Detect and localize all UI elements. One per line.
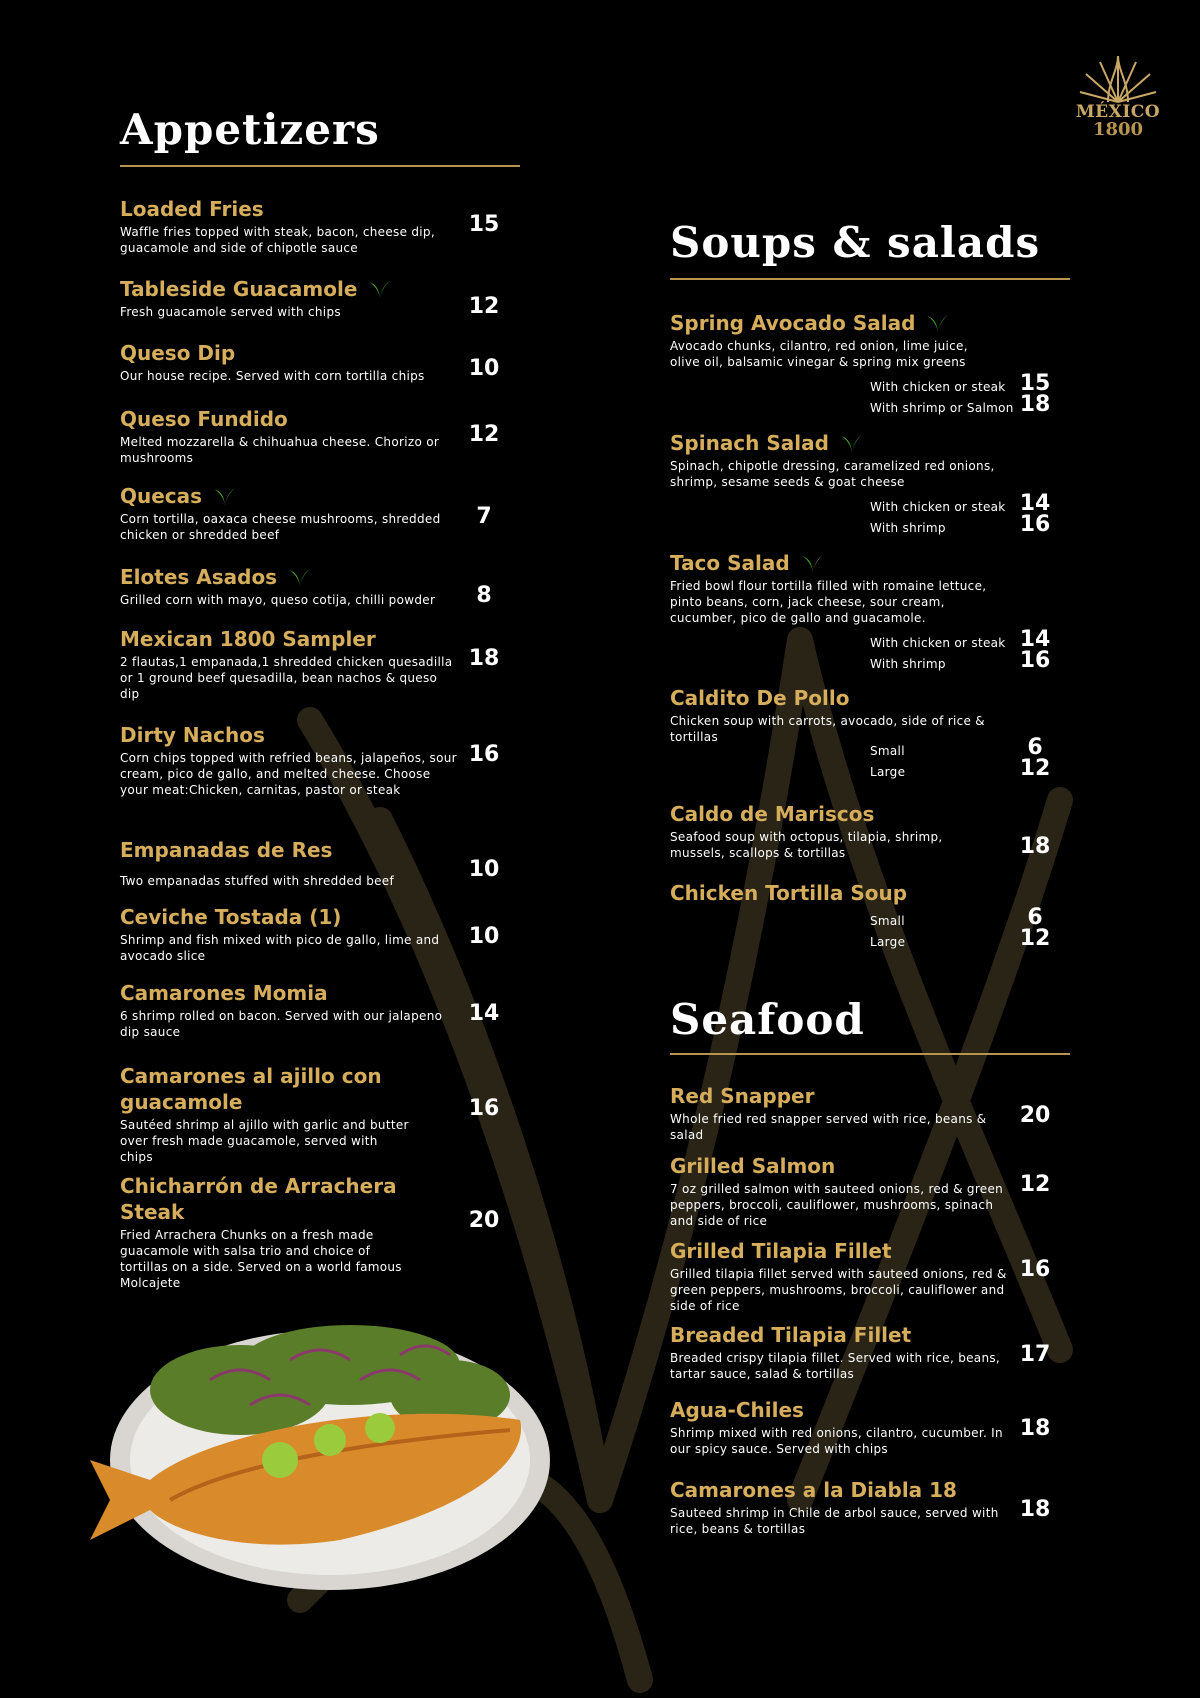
menu-item-name-text: Chicken Tortilla Soup: [670, 881, 908, 905]
menu-item: [120, 626, 460, 702]
menu-option-label: With chicken or steak: [870, 636, 1006, 650]
menu-item-description: Corn tortilla, oaxaca cheese mushrooms, shredded chicken or shredded beef: [120, 512, 441, 542]
menu-item-price: 16: [468, 742, 500, 767]
menu-item-description: Two empanadas stuffed with shredded beef: [120, 874, 395, 888]
menu-item-description: Grilled tilapia fillet served with sauteed onions, red & green peppers, mushrooms, broccoli, cauliflower and side of rice: [670, 1267, 1007, 1313]
menu-item-name-text: Camarones Momia: [120, 981, 328, 1005]
menu-item-name-text: Spring Avocado Salad: [670, 311, 916, 335]
menu-option-price: 16: [1019, 512, 1051, 537]
menu-item-price: 12: [468, 294, 500, 319]
menu-item-name-text: Empanadas de Res: [120, 838, 333, 862]
menu-option-price: 14: [1019, 627, 1051, 652]
menu-item-name: [120, 196, 460, 222]
menu-option-label: With shrimp: [870, 521, 946, 535]
menu-item-name: [120, 564, 460, 590]
menu-item: [120, 980, 460, 1040]
menu-item-description: Melted mozzarella & chihuahua cheese. Chorizo or mushrooms: [120, 435, 440, 465]
menu-item: [670, 430, 1000, 490]
menu-item-name: [120, 1063, 410, 1115]
menu-item-price: 18: [1019, 1416, 1051, 1441]
menu-option-price: 12: [1019, 926, 1051, 951]
menu-item-name-text: Agua-Chiles: [670, 1398, 804, 1422]
menu-item-description: Waffle fries topped with steak, bacon, cheese dip, guacamole and side of chipotle sauce: [120, 225, 435, 255]
menu-item: [670, 1153, 1010, 1229]
menu-item-name-text: Camarones a la Diabla 18: [670, 1478, 957, 1502]
menu-item-price: 10: [468, 356, 500, 381]
menu-item-price: 20: [468, 1208, 500, 1233]
menu-item-description: Shrimp mixed with red onions, cilantro, cucumber. In our spicy sauce. Served with chips: [670, 1426, 1003, 1456]
menu-item-price: 12: [468, 422, 500, 447]
menu-item: [670, 1322, 1010, 1382]
menu-item: [670, 310, 1000, 370]
menu-item: [120, 406, 460, 466]
menu-option-label: With shrimp: [870, 657, 946, 671]
menu-item-name: [120, 483, 460, 509]
menu-item-description: Fried Arrachera Chunks on a fresh made guacamole with salsa trio and choice of tortillas on a side. Served on a world famous Molcajete: [120, 1228, 402, 1290]
menu-option-label: Small: [870, 744, 905, 758]
menu-item-price: 18: [1019, 834, 1051, 859]
menu-item-name: [670, 1238, 1010, 1264]
menu-item-name: [120, 406, 460, 432]
menu-item-name: [670, 685, 1000, 711]
menu-item-name: [670, 1477, 1010, 1503]
menu-item-name: [120, 837, 460, 863]
vegetarian-leaf-icon: [800, 552, 826, 574]
menu-item-price: 15: [468, 212, 500, 237]
logo-number: 1800: [1092, 119, 1144, 140]
soups-title: Soups & salads: [670, 218, 1041, 267]
menu-item-description: Chicken soup with carrots, avocado, side of rice & tortillas: [670, 714, 985, 744]
menu-item-name: [120, 1173, 410, 1225]
vegetarian-leaf-icon: [367, 278, 393, 300]
menu-item-name-text: Chicharrón de Arrachera Steak: [120, 1174, 397, 1224]
restaurant-logo: [1068, 52, 1168, 142]
menu-item: [120, 276, 460, 320]
menu-item-description: Sautéed shrimp al ajillo with garlic and butter over fresh made guacamole, served with chips: [120, 1118, 409, 1164]
menu-item-price: 18: [468, 646, 500, 671]
vegetarian-leaf-icon: [212, 485, 238, 507]
menu-item: [670, 1397, 1010, 1457]
menu-item-price: 14: [468, 1001, 500, 1026]
menu-item-description: 2 flautas,1 empanada,1 shredded chicken quesadilla or 1 ground beef quesadilla, bean nachos & queso dip: [120, 655, 453, 701]
menu-item-description: Shrimp and fish mixed with pico de gallo, lime and avocado slice: [120, 933, 440, 963]
menu-option-price: 6: [1027, 735, 1043, 760]
menu-item: [120, 837, 460, 889]
menu-item-name: [120, 904, 460, 930]
menu-item-price: 16: [1019, 1257, 1051, 1282]
menu-item-name: [120, 722, 460, 748]
menu-item-name: [670, 801, 1000, 827]
menu-item-name-text: Elotes Asados: [120, 565, 278, 589]
menu-item: [670, 1083, 1010, 1143]
menu-item-name: [670, 880, 1000, 906]
menu-option-label: With chicken or steak: [870, 380, 1006, 394]
menu-item-name-text: Grilled Salmon: [670, 1154, 836, 1178]
menu-item-description: Our house recipe. Served with corn tortilla chips: [120, 369, 425, 383]
menu-option-price: 6: [1027, 905, 1043, 930]
menu-item-description: 7 oz grilled salmon with sauteed onions, red & green peppers, broccoli, cauliflower, mushrooms, spinach and side of rice: [670, 1182, 1004, 1228]
menu-item-name: [120, 340, 460, 366]
menu-item-name: [670, 550, 1000, 576]
menu-item-name-text: Dirty Nachos: [120, 723, 265, 747]
menu-item: [120, 722, 460, 798]
menu-item-name: [120, 276, 460, 302]
menu-item-price: 8: [476, 583, 492, 608]
menu-item: [120, 1173, 410, 1291]
menu-item: [120, 340, 460, 384]
menu-item-name-text: Caldito De Pollo: [670, 686, 850, 710]
menu-item-name: [120, 980, 460, 1006]
menu-item-description: Fresh guacamole served with chips: [120, 305, 341, 319]
menu-item-name-text: Mexican 1800 Sampler: [120, 627, 376, 651]
menu-item-name-text: Caldo de Mariscos: [670, 802, 875, 826]
menu-item-name-text: Tableside Guacamole: [120, 277, 358, 301]
menu-item-name: [670, 430, 1000, 456]
menu-item-name: [670, 1153, 1010, 1179]
menu-item: [670, 880, 1000, 906]
vegetarian-leaf-icon: [287, 566, 313, 588]
seafood-title: Seafood: [670, 995, 865, 1044]
seafood-rule: [670, 1053, 1070, 1055]
menu-option-price: 15: [1019, 371, 1051, 396]
menu-item-name: [670, 1397, 1010, 1423]
menu-item: [670, 685, 1000, 745]
menu-item-name-text: Quecas: [120, 484, 203, 508]
menu-item-price: 17: [1019, 1342, 1051, 1367]
menu-item-description: Spinach, chipotle dressing, caramelized red onions, shrimp, sesame seeds & goat cheese: [670, 459, 995, 489]
menu-item-name-text: Taco Salad: [670, 551, 790, 575]
menu-item-name: [670, 1083, 1010, 1109]
menu-item: [120, 904, 460, 964]
menu-item-name-text: Camarones al ajillo con guacamole: [120, 1064, 382, 1114]
menu-item-description: Seafood soup with octopus, tilapia, shrimp, mussels, scallops & tortillas: [670, 830, 943, 860]
menu-item-description: Fried bowl flour tortilla filled with romaine lettuce, pinto beans, corn, jack cheese, sour cream, cucumber, pico de gallo and guacamole.: [670, 579, 987, 625]
appetizers-title: Appetizers: [120, 105, 380, 154]
menu-item: [120, 483, 460, 543]
menu-item-description: Breaded crispy tilapia fillet. Served with rice, beans, tartar sauce, salad & tortillas: [670, 1351, 1001, 1381]
logo-name: MÉXICO: [1075, 102, 1161, 122]
menu-option-price: 12: [1019, 756, 1051, 781]
menu-item: [120, 564, 460, 608]
menu-item-description: Avocado chunks, cilantro, red onion, lime juice, olive oil, balsamic vinegar & spring mix greens: [670, 339, 968, 369]
menu-item-description: Grilled corn with mayo, queso cotija, chilli powder: [120, 593, 436, 607]
menu-item: [120, 1063, 410, 1165]
appetizers-rule: [120, 165, 520, 167]
fried-fish-dish-photo: [90, 1310, 550, 1600]
vegetarian-leaf-icon: [925, 312, 951, 334]
menu-item-price: 7: [476, 504, 492, 529]
menu-option-label: Large: [870, 935, 906, 949]
menu-item-name-text: Red Snapper: [670, 1084, 815, 1108]
menu-item-name: [670, 310, 1000, 336]
menu-item: [120, 196, 460, 256]
menu-item-name: [670, 1322, 1010, 1348]
menu-item-description: Whole fried red snapper served with rice, beans & salad: [670, 1112, 987, 1142]
menu-option-label: With chicken or steak: [870, 500, 1006, 514]
menu-item-price: 10: [468, 857, 500, 882]
menu-item-name: [120, 626, 460, 652]
menu-item-name-text: Breaded Tilapia Fillet: [670, 1323, 912, 1347]
menu-item-description: 6 shrimp rolled on bacon. Served with our jalapeno dip sauce: [120, 1009, 443, 1039]
menu-item-name-text: Queso Fundido: [120, 407, 288, 431]
menu-item-description: Sauteed shrimp in Chile de arbol sauce, served with rice, beans & tortillas: [670, 1506, 999, 1536]
menu-item-price: 20: [1019, 1103, 1051, 1128]
menu-item: [670, 1477, 1010, 1537]
menu-item-name-text: Queso Dip: [120, 341, 236, 365]
menu-item-name-text: Ceviche Tostada (1): [120, 905, 342, 929]
menu-option-label: Small: [870, 914, 905, 928]
vegetarian-leaf-icon: [839, 432, 865, 454]
menu-item-price: 16: [468, 1096, 500, 1121]
menu-option-label: Large: [870, 765, 906, 779]
menu-option-price: 14: [1019, 491, 1051, 516]
menu-option-price: 18: [1019, 392, 1051, 417]
menu-option-label: With shrimp or Salmon: [870, 401, 1014, 415]
menu-item: [670, 1238, 1010, 1314]
menu-item-price: 10: [468, 924, 500, 949]
menu-item-name-text: Spinach Salad: [670, 431, 829, 455]
menu-option-price: 16: [1019, 648, 1051, 673]
menu-item-description: Corn chips topped with refried beans, jalapeños, sour cream, pico de gallo, and melted cheese. Choose your meat:Chicken, carnitas, pastor or steak: [120, 751, 457, 797]
menu-item-price: 12: [1019, 1172, 1051, 1197]
menu-item: [670, 550, 1000, 626]
menu-item: [670, 801, 1000, 861]
menu-item-name-text: Grilled Tilapia Fillet: [670, 1239, 892, 1263]
agave-logo-icon: [1078, 52, 1158, 104]
menu-item-price: 18: [1019, 1497, 1051, 1522]
menu-item-name-text: Loaded Fries: [120, 197, 264, 221]
soups-rule: [670, 278, 1070, 280]
